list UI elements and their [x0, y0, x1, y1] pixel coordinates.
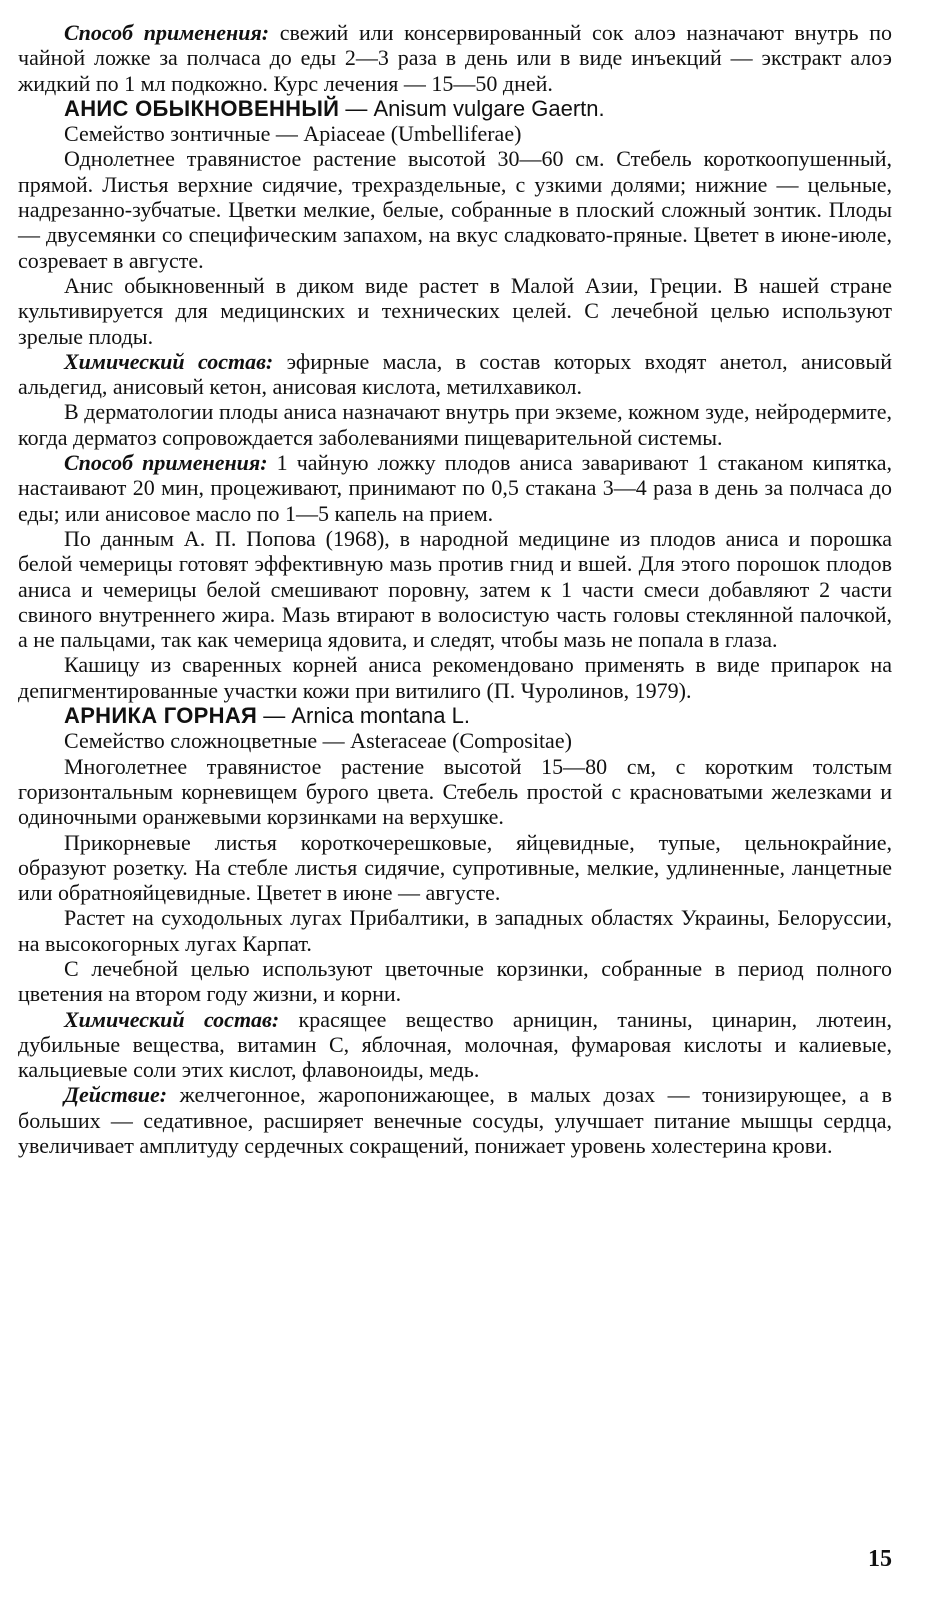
family-anis: Семейство зонтичные — Apiaceae (Umbelliferae)	[64, 121, 522, 147]
heading-arnica	[18, 703, 892, 728]
paragraph-arnica-harvest: С лечебной целью используют цветочные корзинки, собранные в период полного цветения на втором году жизни, и корни.	[18, 955, 892, 1007]
text-action: желчегонное, жаропонижающее, в малых дозах — тонизирующее, а в больших — седативное, расширяет венечные сосуды, улучшает питание мышцы сердца, увеличивает амплитуду сердечных сокращений, понижает уровень холестерина крови.	[18, 1082, 892, 1159]
lead-usage: Способ применения:	[64, 20, 270, 45]
lead-action: Действие:	[64, 1082, 168, 1108]
paragraph-arnica-description: Многолетнее травянистое растение высотой 15—80 см, с коротким толстым горизонтальным корневищем бурого цвета. Стебель простой с красноватыми железками и одиночными оранжевыми корзинками на верхушке.	[18, 753, 892, 830]
paragraph-anis-usage	[18, 450, 892, 526]
lead-usage: Способ применения:	[64, 450, 268, 476]
text-chemistry: красящее вещество арницин, танины, цинарин, лютеин, дубильные вещества, витамин С, яблочная, молочная, фумаровая кислоты и калиевые, кальциевые соли этих кислот, флавоноиды, медь.	[18, 1006, 893, 1083]
plant-name-anis: АНИС ОБЫКНОВЕННЫЙ	[64, 95, 340, 121]
paragraph-anis-vitiligo: Кашицу из сваренных корней аниса рекомендовано применять в виде припарок на депигментированные участки кожи при витилиго (П. Чуролинов, 1979).	[18, 652, 892, 703]
paragraph-anis-ointment: По данным А. П. Попова (1968), в народной медицине из плодов аниса и порошка белой чемерицы готовят эффективную мазь против гнид и вшей. Для этого порошок плодов аниса и чемерицы белой смешивают поровну, затем к 1 части смеси добавляют 2 части свиного внутреннего жира. Мазь втирают в волосистую часть головы стеклянной палочкой, а не пальцами, так как чемерица ядовита, и следят, чтобы мазь не попала в глаза.	[18, 525, 892, 653]
paragraph-anis-dermatology: В дерматологии плоды аниса назначают внутрь при экземе, кожном зуде, нейродермите, когда дерматоз сопровождается заболеваниями пищеварительной системы.	[18, 399, 892, 450]
text-usage: свежий или консервированный сок алоэ назначают внутрь по чайной ложке за полчаса до еды 2—3 раза в день или в виде инъекций — экстракт алоэ жидкий по 1 мл подкожно. Курс лечения — 15—50 дней.	[18, 20, 892, 96]
paragraph-anis-habitat: Анис обыкновенный в диком виде растет в Малой Азии, Греции. В нашей стране культивируется для медицинских и технических целей. С лечебной целью используют зрелые плоды.	[18, 272, 892, 349]
paragraph-anis-chemistry	[18, 349, 892, 400]
paragraph-anis-description: Однолетнее травянистое растение высотой 30—60 см. Стебель короткоопушенный, прямой. Листья верхние сидячие, трехраздельные, с узкими долями; нижние — цельные, надрезанно-зубчатые. Цветки мелкие, белые, собранные в плоский сложный зонтик. Плоды — двусемянки со специфическим запахом, на вкус сладковато-пряные. Цветет в июне-июле, созревает в августе.	[18, 146, 892, 273]
paragraph-arnica-leaves: Прикорневые листья короткочерешковые, яйцевидные, тупые, цельнокрайние, образуют розетку. На стебле листья сидячие, супротивные, мелкие, удлиненные, ланцетные или обратнояйцевидные. Цветет в июне — августе.	[18, 829, 892, 906]
plant-latin-anis: — Anisum vulgare Gaertn.	[339, 95, 605, 121]
paragraph-arnica-chemistry	[18, 1007, 892, 1083]
paragraph-arnica-habitat: Растет на суходольных лугах Прибалтики, в западных областях Украины, Белоруссии, на высокогорных лугах Карпат.	[18, 905, 892, 956]
page-body	[18, 20, 892, 1158]
family-arnica: Семейство сложноцветные — Asteraceae (Compositae)	[64, 728, 572, 754]
page-number: 15	[868, 1546, 892, 1572]
paragraph-aloe-usage	[18, 20, 892, 96]
paragraph-arnica-action	[18, 1082, 892, 1158]
text-usage: 1 чайную ложку плодов аниса заваривают 1 стаканом кипятка, настаивают 20 мин, процеживают, принимают по 0,5 стакана 3—4 раза в день за полчаса до еды; или анисовое масло по 1—5 капель на прием.	[18, 450, 892, 526]
text-chemistry: эфирные масла, в состав которых входят анетол, анисовый альдегид, анисовый кетон, анисовая кислота, метилхавикол.	[18, 348, 892, 400]
heading-anis	[18, 96, 892, 121]
plant-name-arnica: АРНИКА ГОРНАЯ	[64, 703, 258, 729]
lead-chemistry: Химический состав:	[64, 348, 274, 374]
lead-chemistry: Химический состав:	[64, 1006, 280, 1032]
plant-latin-arnica: — Arnica montana L.	[257, 703, 470, 729]
